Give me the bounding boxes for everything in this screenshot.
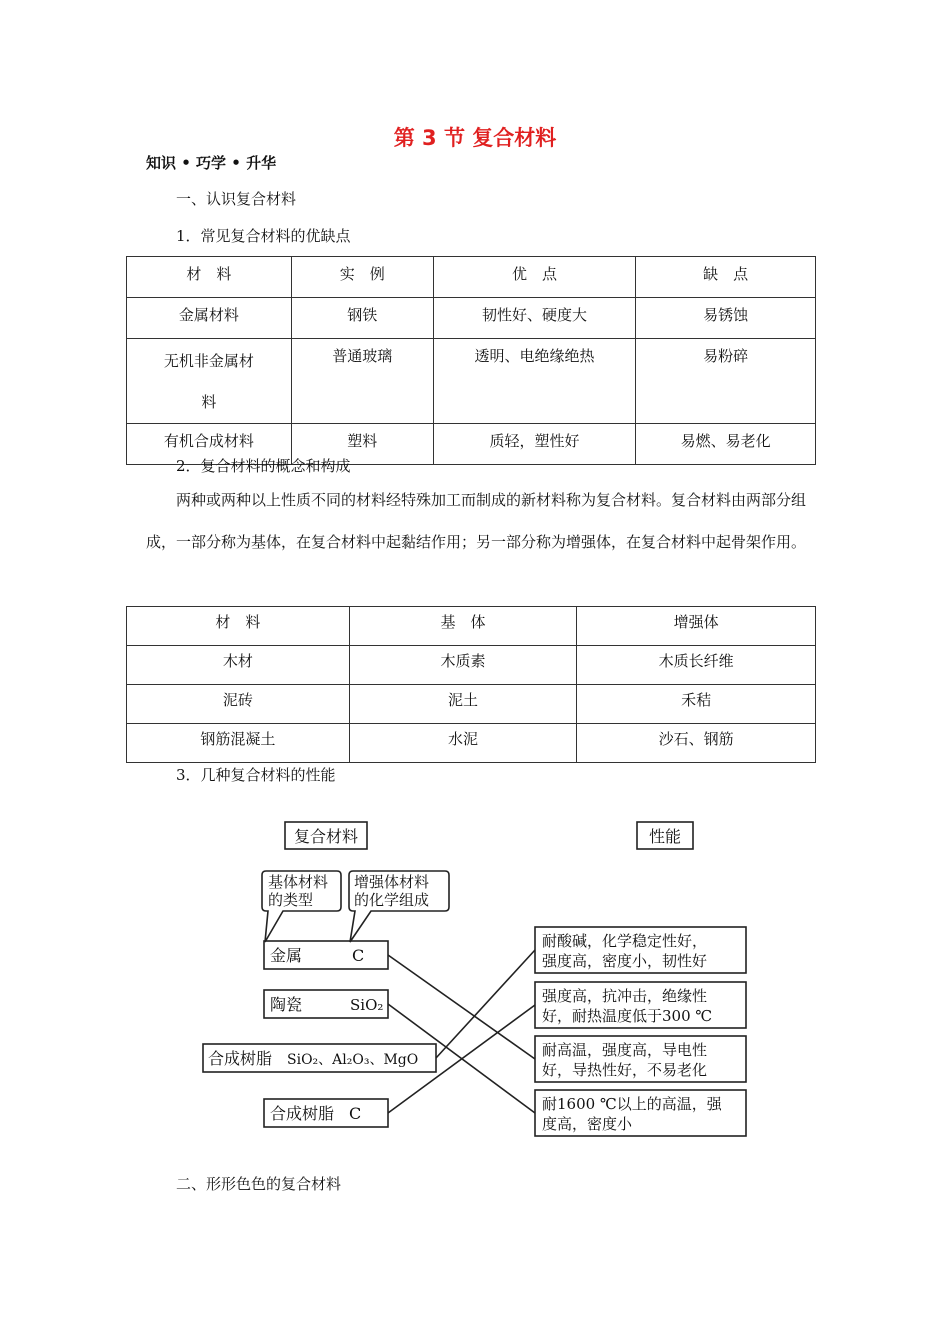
callout-reinforce-line: 的化学组成 (354, 891, 430, 909)
table-cell: 钢铁 (291, 298, 433, 339)
table-cell: 易粉碎 (636, 339, 816, 424)
material-base-text: 金属 (270, 946, 303, 965)
table-cell: 韧性好、硬度大 (433, 298, 636, 339)
subheading-3: 3．几种复合材料的性能 (176, 766, 336, 784)
material-reinforce-text: C (352, 946, 365, 965)
property-line: 强度高，抗冲击，绝缘性 (542, 987, 708, 1005)
material-reinforce-text: SiO₂ (350, 996, 384, 1014)
header-cell: 优 点 (433, 257, 636, 298)
table-cell: 普通玻璃 (291, 339, 433, 424)
table-cell: 有机合成材料 (127, 424, 292, 465)
table-cell: 沙石、钢筋 (577, 724, 816, 763)
material-base-text: 合成树脂 (208, 1049, 273, 1068)
header-cell: 材 料 (127, 257, 292, 298)
property-line: 耐1600 ℃以上的高温，强 (542, 1095, 722, 1113)
property-line: 好，导热性好，不易老化 (542, 1061, 708, 1079)
page-title: 第 3 节 复合材料 (393, 126, 557, 150)
header-cell: 缺 点 (636, 257, 816, 298)
concept-paragraph: 两种或两种以上性质不同的材料经特殊加工而制成的新材料称为复合材料。复合材料由两部分组成，一部分称为基体，在复合材料中起黏结作用；另一部分称为增强体，在复合材料中起骨架作用。 (146, 491, 807, 551)
header-cell: 增强体 (577, 607, 816, 646)
table-cell: 木质长纤维 (577, 646, 816, 685)
table-cell: 木材 (127, 646, 350, 685)
property-line: 好，耐热温度低于300 ℃ (542, 1007, 713, 1025)
table-cell: 木质素 (349, 646, 577, 685)
table-cell: 质轻，塑性好 (433, 424, 636, 465)
left-header-text: 复合材料 (293, 827, 359, 846)
section-banner: 知识 • 巧学 • 升华 (146, 154, 277, 172)
right-header-text: 性能 (648, 827, 682, 846)
table-cell: 易锈蚀 (636, 298, 816, 339)
table-cell: 泥砖 (127, 685, 350, 724)
callout-reinforce-line: 增强体材料 (354, 873, 430, 891)
table-cell: 金属材料 (127, 298, 292, 339)
section-heading-2: 二、形形色色的复合材料 (176, 1175, 342, 1193)
table-cell: 塑料 (291, 424, 433, 465)
subheading-2: 2．复合材料的概念和构成 (176, 457, 351, 475)
material-base-text: 陶瓷 (270, 995, 303, 1014)
callout-matrix-line: 基体材料 (268, 873, 329, 891)
table-cell: 透明、电绝缘绝热 (433, 339, 636, 424)
property-line: 耐酸碱，化学稳定性好， (542, 932, 708, 950)
table-cell: 禾秸 (577, 685, 816, 724)
table-cell-text: 无机非金属材料 (163, 352, 254, 411)
subheading-1: 1．常见复合材料的优缺点 (176, 227, 351, 245)
material-reinforce-text: SiO₂、Al₂O₃、MgO (287, 1052, 419, 1068)
table-cell: 水泥 (349, 724, 577, 763)
property-line: 强度高，密度小，韧性好 (542, 952, 708, 970)
callout-matrix-line: 的类型 (268, 891, 314, 909)
header-cell: 基 体 (349, 607, 577, 646)
material-reinforce-text: C (349, 1104, 362, 1123)
header-cell: 材 料 (127, 607, 350, 646)
property-line: 度高，密度小 (542, 1115, 633, 1133)
header-cell: 实 例 (291, 257, 433, 298)
material-base-text: 合成树脂 (270, 1104, 335, 1123)
property-line: 耐高温，强度高，导电性 (542, 1041, 708, 1059)
section-heading-1: 一、认识复合材料 (176, 190, 297, 208)
table-cell: 易燃、易老化 (636, 424, 816, 465)
table-cell: 泥土 (349, 685, 577, 724)
table-cell: 钢筋混凝土 (127, 724, 350, 763)
